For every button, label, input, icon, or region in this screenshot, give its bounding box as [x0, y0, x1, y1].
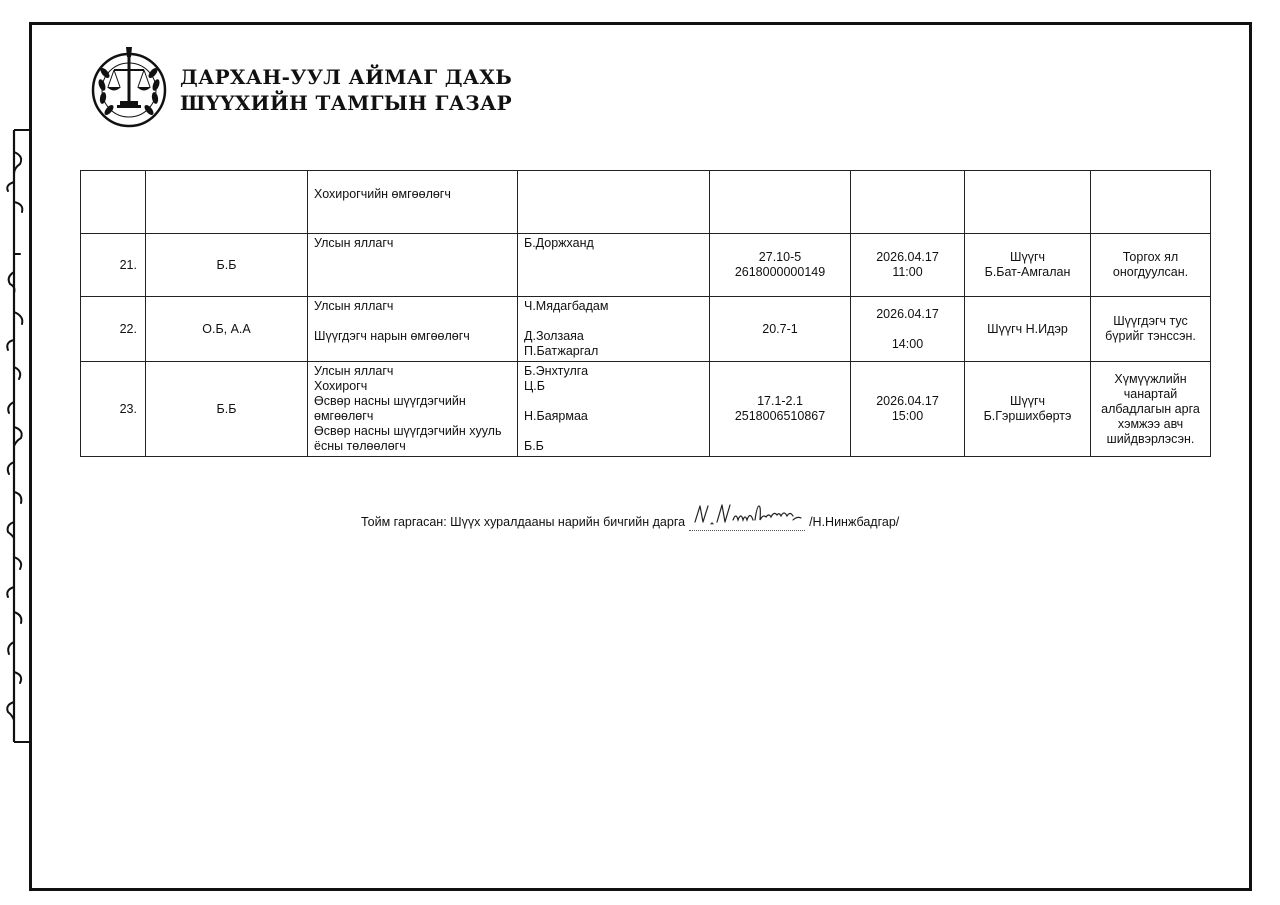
result-line: чанартай — [1123, 386, 1178, 401]
prepared-by-footer — [361, 500, 899, 529]
roles-cell — [308, 362, 518, 457]
case-code: 2518006510867 — [734, 409, 826, 423]
judge-cell — [965, 234, 1091, 297]
parties-cell: Б.Б — [146, 362, 308, 457]
role-line: Хохирогчийн өмгөөлөгч — [314, 187, 451, 201]
court-office-title — [180, 64, 512, 116]
result-line: хэмжээ авч — [1117, 416, 1184, 431]
role-line: Улсын яллагч — [314, 364, 394, 378]
person-line — [524, 394, 703, 409]
table-row — [81, 234, 1211, 297]
person-line: П.Батжаргал — [524, 344, 599, 358]
role-line: Шүүгдэгч нарын өмгөөлөгч — [314, 329, 470, 343]
court-scales-emblem-icon — [90, 45, 168, 136]
judge-name: Б.Бат-Амгалан — [984, 265, 1071, 279]
result-cell — [1091, 234, 1211, 297]
article-code: 17.1-2.1 — [757, 394, 803, 408]
code-cell — [710, 171, 851, 234]
persons-cell — [518, 362, 710, 457]
code-cell — [710, 362, 851, 457]
person-line: Б.Доржханд — [524, 236, 594, 250]
result-cell — [1091, 171, 1211, 234]
person-line: Б.Энхтулга — [524, 364, 589, 378]
judge-name: Б.Гэршихбөртэ — [983, 409, 1072, 423]
title-line-2: ШҮҮХИЙН ТАМГЫН ГАЗАР — [180, 91, 512, 115]
role-line: Өсвөр насны шүүгдэгчийн хууль — [314, 424, 502, 438]
datetime-cell — [851, 171, 965, 234]
clerk-name: /Н.Нинжбадгар/ — [809, 515, 900, 529]
title-line-1: ДАРХАН-УУЛ АЙМАГ ДАХЬ — [180, 65, 513, 89]
parties-cell: Б.Б — [146, 234, 308, 297]
hearing-date: 2026.04.17 — [876, 394, 939, 408]
mongolian-script-graphic — [0, 22, 29, 891]
datetime-cell — [851, 234, 965, 297]
role-line — [314, 314, 511, 329]
result-line: Хүмүүжлийн — [1114, 371, 1187, 386]
role-line: Хохирогч — [314, 379, 368, 393]
table-row — [81, 297, 1211, 362]
datetime-cell — [851, 297, 965, 362]
judge-cell — [965, 297, 1091, 362]
side-mongolian-script — [0, 22, 29, 891]
prepared-by-label: Тойм гаргасан: Шүүх хуралдааны нарийн бичгийн дарга — [361, 515, 686, 529]
datetime-spacer — [857, 322, 958, 337]
code-cell — [710, 297, 851, 362]
result-line: Шүүгдэгч тус — [1113, 314, 1188, 328]
case-number-cell: 22. — [81, 297, 146, 362]
cases-table — [80, 170, 1211, 457]
role-line: өмгөөлөгч — [314, 409, 374, 423]
judge-name: Шүүгч Н.Идэр — [987, 321, 1068, 336]
result-cell — [1091, 362, 1211, 457]
case-number-cell — [81, 171, 146, 234]
roles-cell — [308, 297, 518, 362]
person-line: Н.Баярмаа — [524, 409, 588, 423]
hearing-time: 15:00 — [891, 409, 924, 423]
persons-cell — [518, 297, 710, 362]
person-line — [524, 424, 703, 439]
person-line: Д.Золзаяа — [524, 329, 584, 343]
result-line: шийдвэрлэсэн. — [1106, 431, 1195, 446]
article-code: 20.7-1 — [762, 321, 798, 336]
roles-cell — [308, 171, 518, 234]
role-line: Өсвөр насны шүүгдэгчийн — [314, 394, 466, 408]
article-code: 27.10-5 — [758, 250, 802, 264]
hearing-time: 14:00 — [891, 336, 924, 351]
datetime-cell — [851, 362, 965, 457]
role-line: Улсын яллагч — [314, 299, 394, 313]
result-line: Торгох ял — [1122, 250, 1179, 264]
hearing-date: 2026.04.17 — [876, 250, 939, 264]
result-line: оногдуулсан. — [1112, 265, 1189, 279]
person-line — [524, 314, 703, 329]
judge-title: Шүүгч — [1009, 394, 1046, 408]
handwritten-signature — [689, 500, 805, 531]
judge-cell — [965, 362, 1091, 457]
result-line: албадлагын арга — [1101, 401, 1200, 416]
code-cell — [710, 234, 851, 297]
hearing-date: 2026.04.17 — [876, 306, 939, 321]
person-line: Ч.Мядагбадам — [524, 299, 609, 313]
parties-cell: О.Б, А.А — [146, 297, 308, 362]
result-line: бүрийг тэнссэн. — [1105, 329, 1196, 343]
persons-cell — [518, 171, 710, 234]
role-line: Улсын яллагч — [314, 236, 394, 250]
person-line: Ц.Б — [524, 379, 545, 393]
result-cell — [1091, 297, 1211, 362]
judge-cell — [965, 171, 1091, 234]
case-code: 2618000000149 — [734, 265, 826, 279]
persons-cell — [518, 234, 710, 297]
table-row — [81, 362, 1211, 457]
judge-title: Шүүгч — [1009, 250, 1046, 264]
case-number-cell: 21. — [81, 234, 146, 297]
person-line: Б.Б — [524, 439, 544, 453]
table-row — [81, 171, 1211, 234]
role-line: ёсны төлөөлөгч — [314, 439, 406, 453]
roles-cell — [308, 234, 518, 297]
case-number-cell: 23. — [81, 362, 146, 457]
parties-cell — [146, 171, 308, 234]
hearing-time: 11:00 — [892, 265, 923, 279]
